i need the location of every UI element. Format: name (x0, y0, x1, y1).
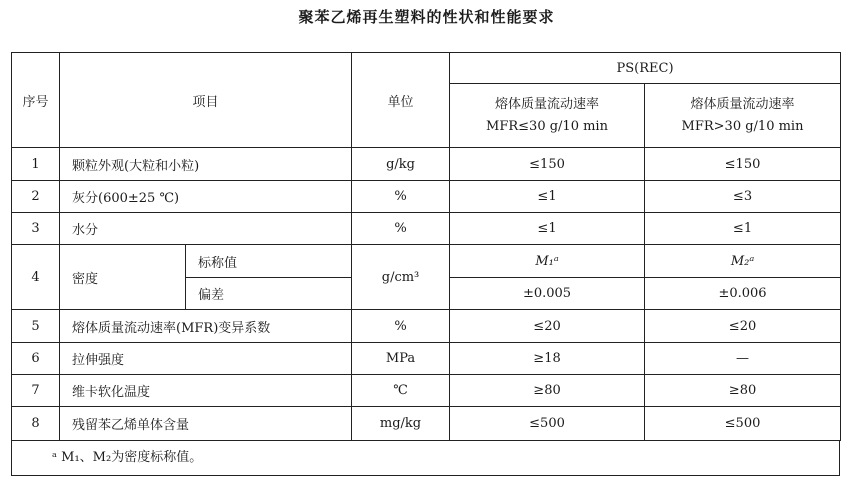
row-unit: g/kg (352, 148, 450, 181)
row-value-1: ≥80 (450, 375, 645, 407)
row-no: 2 (12, 181, 60, 213)
row-value-1: ≤1 (450, 213, 645, 245)
row-unit: MPa (352, 343, 450, 375)
row-item: 维卡软化温度 (60, 375, 352, 407)
row-value-1: ≥18 (450, 343, 645, 375)
row-value-1: ≤1 (450, 181, 645, 213)
row-value-2: ≤3 (645, 181, 841, 213)
row-no: 3 (12, 213, 60, 245)
row-unit: ℃ (352, 375, 450, 407)
row-value-1: ≤500 (450, 407, 645, 441)
row-item: 熔体质量流动速率(MFR)变异系数 (60, 310, 352, 343)
header-seq: 序号 (12, 53, 60, 148)
row-no: 5 (12, 310, 60, 343)
row-value-1: ±0.005 (450, 278, 645, 310)
row-value-2: ≤150 (645, 148, 841, 181)
row-item: 拉伸强度 (60, 343, 352, 375)
row-item: 密度 (60, 245, 186, 310)
row-value-1: ≤150 (450, 148, 645, 181)
row-unit: % (352, 181, 450, 213)
header-col2-line1: 熔体质量流动速率 (690, 96, 795, 112)
table-row (12, 343, 841, 375)
row-item: 颗粒外观(大粒和小粒) (60, 148, 352, 181)
table-row (12, 148, 841, 181)
row-subitem: 标称值 (186, 245, 352, 278)
table-row (12, 181, 841, 213)
row-value-2: ≤20 (645, 310, 841, 343)
row-value-1: M₁ᵃ (450, 245, 645, 278)
row-item: 残留苯乙烯单体含量 (60, 407, 352, 441)
row-value-1: ≤20 (450, 310, 645, 343)
row-value-2: M₂ᵃ (645, 245, 841, 278)
footnote: ᵃ M₁、M₂为密度标称值。 (11, 440, 840, 476)
header-unit: 单位 (352, 53, 450, 148)
header-col1-line1: 熔体质量流动速率 (495, 96, 600, 112)
row-unit: % (352, 310, 450, 343)
row-no: 8 (12, 407, 60, 441)
row-no: 4 (12, 245, 60, 310)
row-value-2: ≥80 (645, 375, 841, 407)
header-col2 (645, 84, 841, 148)
table-row (12, 407, 841, 441)
row-unit: mg/kg (352, 407, 450, 441)
header-col1-line2: MFR≤30 g/10 min (486, 118, 608, 134)
table-title: 聚苯乙烯再生塑料的性状和性能要求 (298, 8, 555, 26)
row-no: 6 (12, 343, 60, 375)
row-value-2: ±0.006 (645, 278, 841, 310)
row-value-2: ≤1 (645, 213, 841, 245)
table-row (12, 245, 841, 278)
table-row (12, 213, 841, 245)
table-row (12, 375, 841, 407)
row-value-2: ≤500 (645, 407, 841, 441)
header-group: PS(REC) (450, 53, 841, 84)
row-subitem: 偏差 (186, 278, 352, 310)
row-no: 1 (12, 148, 60, 181)
header-item: 项目 (60, 53, 352, 148)
header-col2-line2: MFR>30 g/10 min (681, 118, 804, 134)
header-col1 (450, 84, 645, 148)
row-unit: % (352, 213, 450, 245)
table-row (12, 310, 841, 343)
row-item: 灰分(600±25 ℃) (60, 181, 352, 213)
spec-table (11, 52, 841, 441)
row-no: 7 (12, 375, 60, 407)
row-value-2: — (645, 343, 841, 375)
row-unit: g/cm³ (352, 245, 450, 310)
row-item: 水分 (60, 213, 352, 245)
